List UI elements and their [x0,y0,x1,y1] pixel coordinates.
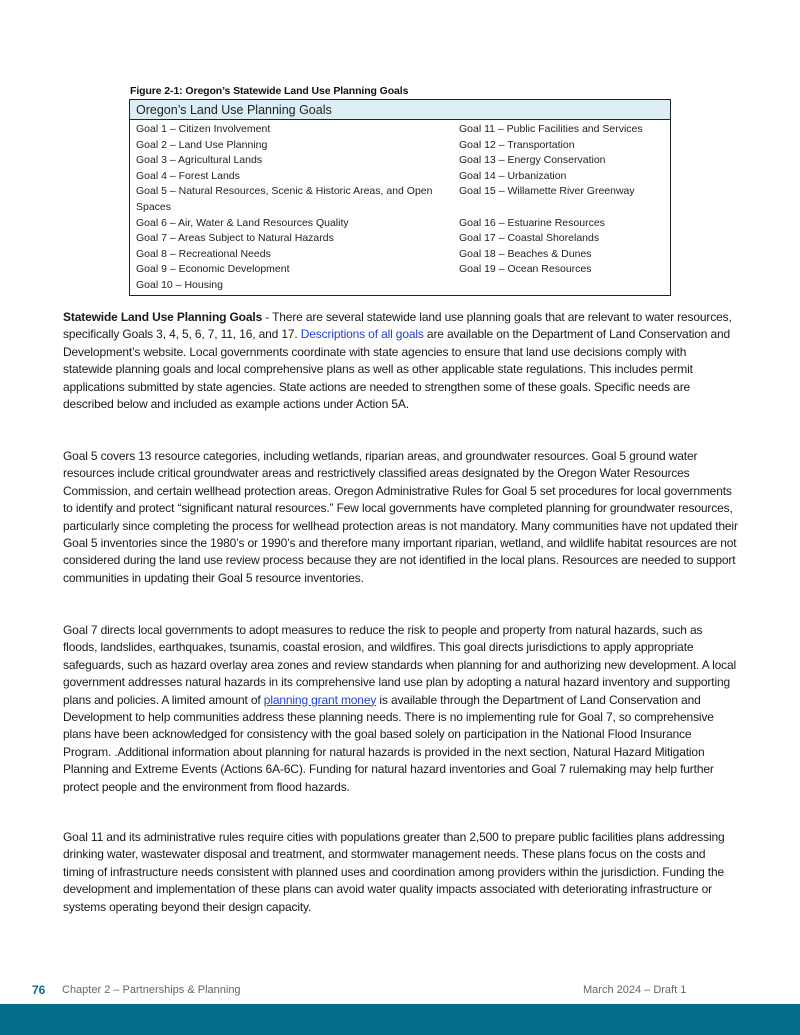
paragraph-lead-heading: Statewide Land Use Planning Goals [63,310,263,324]
paragraph-text: are available on the Department of Land Conservation and Development’s website. Local governments coordinate with state agencies to ensure that land use decisions comply with statewide planning goals and local comprehensive plans as well as other applicable state regulations. This includes permit applications submitted by state agencies. State actions are needed to strengthen some of these goals. Specific needs are described below and included as example actions under Action 5A. [63,327,731,412]
paragraph-text: is available through the Department of Land Conservation and Development to help communities address these planning needs. There is no implementing rule for Goal 7, so comprehensive plans have been acknowledged for consistency with the goal based solely on participation in the National Flood Insurance Program. .Additional information about planning for natural hazards is provided in the next section, Natural Hazard Mitigation Planning and Extreme Events (Actions 6A-6C). Funding for natural hazard inventories and Goal 7 rulemaking may help further protect people and the environment from flood hazards. [63,692,714,794]
goal-item: Goal 17 – Coastal Shorelands [459,232,600,245]
footer-chapter: Chapter 2 – Partnerships & Planning [62,984,241,996]
page-number: 76 [32,983,46,997]
goal-item: Goal 11 – Public Facilities and Services [459,123,643,135]
planning-grant-money-link[interactable]: planning grant money [263,692,377,707]
goal-item: Goal 3 – Agricultural Lands [136,154,263,167]
goals-table [129,99,671,296]
paragraph-text: Goal 7 directs local governments to adopt measures to reduce the risk to people and property from natural hazards, such as floods, landslides, earthquakes, tsunamis, coastal erosion, and wildfires. This goal directs jurisdictions to apply appropriate safeguards, such as hazard overlay area zones and review standards when planning for and authorizing new development. A local government addresses natural hazards in its comprehensive land use plan by adopting a natural hazard inventory and supporting plans and policies. A limited amount of [63,623,737,707]
paragraph-text: - There are several statewide land use planning goals that are relevant to water resources, specifically Goals 3, 4, 5, 6, 7, 11, 16, and 17. [63,310,732,342]
goal-item: Goal 9 – Economic Development [136,263,290,276]
goal-item: Goal 12 – Transportation [459,138,575,151]
goals-table-body [130,120,670,295]
goal-item: Goal 1 – Citizen Involvement [136,123,271,135]
goals-right-column [459,122,664,294]
spacer [459,200,664,216]
goal-item: Goal 16 – Estuarine Resources [459,216,605,229]
goal-item: Goal 15 – Willamette River Greenway [459,185,635,198]
goal-item: Goal 13 – Energy Conservation [459,154,606,167]
paragraph-goal-7 [63,622,738,796]
goal-item: Goal 7 – Areas Subject to Natural Hazards [136,232,334,245]
goal-item: Goal 18 – Beaches & Dunes [459,247,592,260]
goals-left-column [136,122,459,294]
footer-date: March 2024 – Draft 1 [583,984,687,996]
page-footer [0,983,800,999]
goal-item: Goal 2 – Land Use Planning [136,138,268,151]
goals-table-header: Oregon’s Land Use Planning Goals [130,100,670,120]
goal-item: Goal 6 – Air, Water & Land Resources Quality [136,216,349,229]
paragraph-goal-11: Goal 11 and its administrative rules require cities with populations greater than 2,500 to prepare public facilities plans addressing drinking water, wastewater disposal and treatment, and stormwater management needs. These plans focus on the costs and timing of infrastructure needs consistent with planned uses and coordination among providers within the jurisdiction. Funding the development and implementation of these plans can avoid water quality impacts associated with deteriorating infrastructure or systems operating beyond their design capacity. [63,830,725,914]
goal-item: Goal 8 – Recreational Needs [136,247,271,260]
goal-item: Goal 10 – Housing [136,278,223,291]
descriptions-of-goals-link[interactable]: Descriptions of all goals [300,327,424,342]
paragraph-goal-5: Goal 5 covers 13 resource categories, including wetlands, riparian areas, and groundwater resources. Goal 5 ground water resources include critical groundwater areas and restrictively classified areas designated by the Oregon Water Resources Commission, and certain wellhead protection areas. Oregon Administrative Rules for Goal 5 set procedures for local governments to identify and protect “significant natural resources.” Few local governments have completed planning for groundwater resources, particularly since completing the process for wellhead protection areas is not mandatory. Many communities have not updated their Goal 5 inventories since the 1980’s or 1990’s and therefore many important riparian, wetland, and wildlife habitat resources are not considered during the land use review process because they are not identified in the local plans. Resources are needed to support communities in updating their Goal 5 resource inventories. [63,449,738,585]
goal-item: Goal 19 – Ocean Resources [459,263,592,276]
goal-item: Goal 14 – Urbanization [459,169,567,182]
goal-item: Goal 4 – Forest Lands [136,169,240,182]
figure-caption: Figure 2-1: Oregon’s Statewide Land Use Planning Goals [130,85,409,97]
paragraph-statewide-goals [63,309,738,413]
footer-color-band [0,1004,800,1035]
goal-item: Goal 5 – Natural Resources, Scenic & Historic Areas, and Open Spaces [136,185,433,213]
